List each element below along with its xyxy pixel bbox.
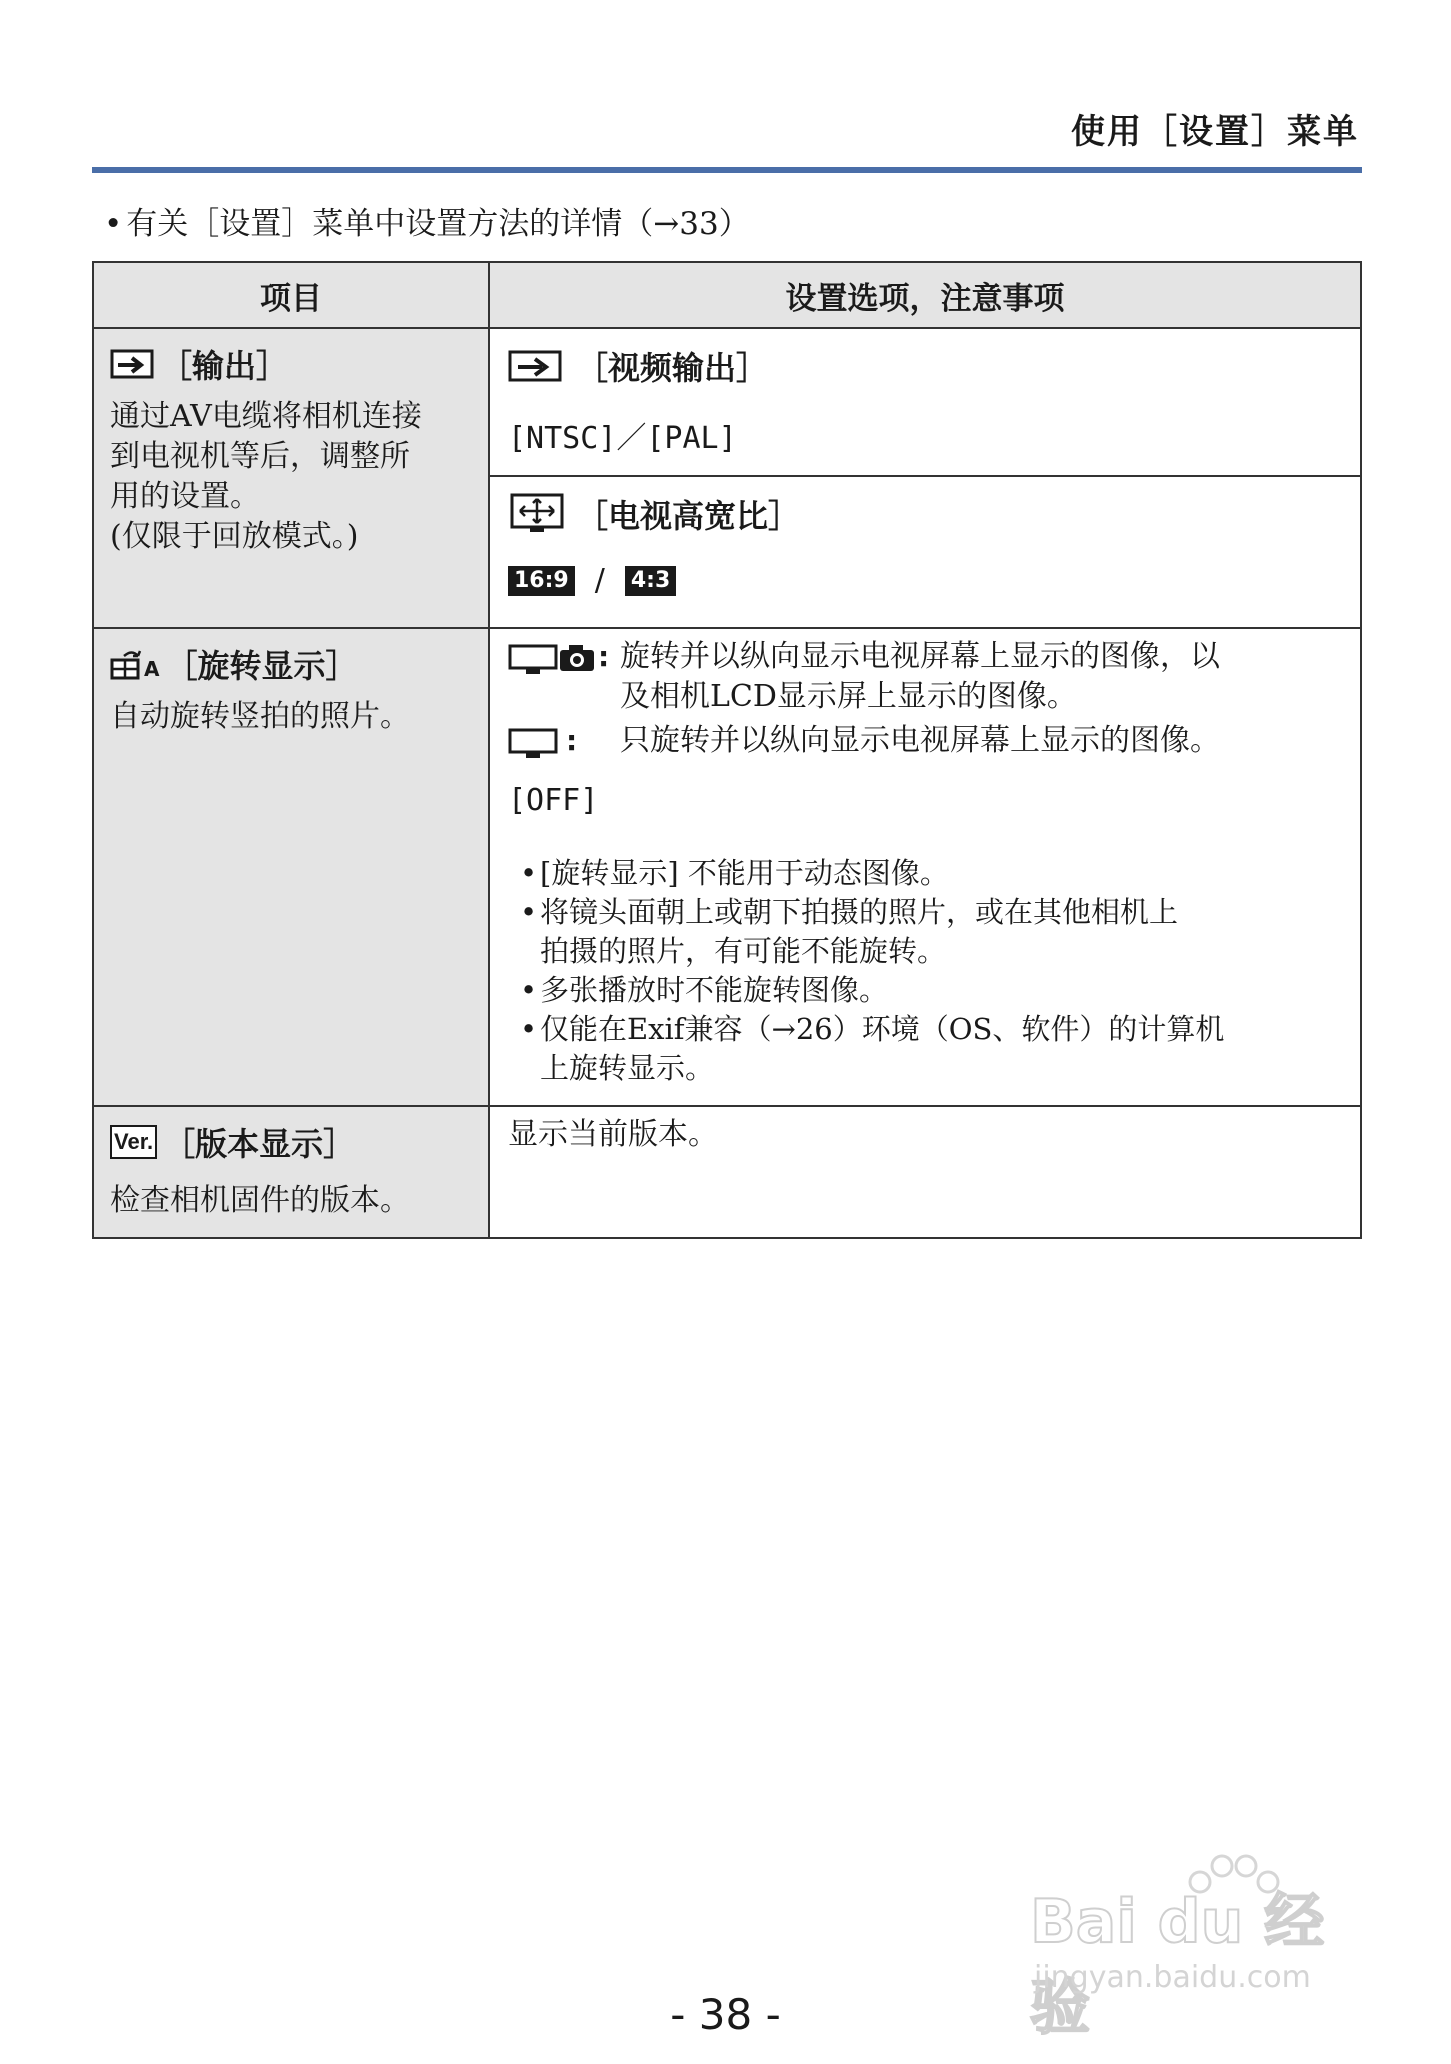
output-desc-line: 用的设置。 [110, 479, 260, 514]
note-item [520, 893, 1348, 971]
output-desc-line: (仅限于回放模式。) [110, 519, 359, 554]
option-text-line: 及相机LCD显示屏上显示的图像。 [620, 679, 1077, 714]
version-item-cell [93, 1106, 489, 1238]
version-description: 检查相机固件的版本。 [110, 1183, 410, 1218]
note-item [520, 854, 1348, 893]
output-desc-line: 通过AV电缆将相机连接 [110, 399, 422, 434]
settings-table [92, 261, 1362, 1239]
tv-aspect-title: ［电视高宽比］ [576, 497, 801, 535]
tv-icon [508, 727, 558, 761]
note-line: 仅能在Exif兼容（→26）环境（OS、软件）的计算机 [540, 1012, 1225, 1046]
rotate-item-cell [93, 628, 489, 1106]
output-description [94, 387, 488, 557]
note-bullet: • [520, 973, 538, 1007]
note-item [520, 1010, 1348, 1088]
table-row-rotate [93, 628, 1361, 1106]
note-line: 拍摄的照片，有可能不能旋转。 [540, 934, 947, 968]
intro-note [104, 198, 750, 243]
rotate-option-tv-text: 只旋转并以纵向显示电视屏幕上显示的图像。 [620, 723, 1220, 758]
table-header-row [93, 262, 1361, 328]
rotate-notes [490, 818, 1360, 1102]
note-line: 多张播放时不能旋转图像。 [540, 973, 889, 1007]
intro-bullet: • [104, 206, 123, 242]
baidu-watermark [1020, 1852, 1360, 2043]
tv-aspect-cell [489, 476, 1361, 628]
note-line: 将镜头面朝上或朝下拍摄的照片，或在其他相机上 [540, 895, 1179, 929]
camera-icon [558, 643, 596, 673]
rotate-option-icons [508, 721, 620, 761]
rotate-description: 自动旋转竖拍的照片。 [110, 699, 410, 734]
version-option-cell [489, 1106, 1361, 1238]
tv-icon [508, 643, 558, 677]
tv-aspect-options [490, 539, 1360, 612]
ratio-separator: / [594, 563, 605, 598]
version-title-text: ［版本显示］ [163, 1125, 356, 1163]
rotate-option-icons [508, 637, 620, 717]
note-bullet: • [520, 895, 538, 929]
page-number: - 38 - [670, 1990, 781, 2039]
note-line: 上旋转显示。 [540, 1051, 715, 1085]
video-out-arrow-icon [508, 350, 562, 382]
rotate-icon-letter: A [144, 657, 160, 681]
output-item-title [94, 329, 488, 387]
output-desc-line: 到电视机等后，调整所 [110, 439, 410, 474]
note-line: [旋转显示] 不能用于动态图像。 [540, 856, 949, 890]
option-colon: : [598, 640, 610, 673]
rotate-option-tv-camera [490, 629, 1360, 717]
page-header-title: 使用［设置］菜单 [1071, 112, 1359, 152]
version-option-text: 显示当前版本。 [508, 1117, 718, 1152]
rotate-option-tv-camera-text [620, 637, 1220, 717]
tv-aspect-heading [490, 477, 1360, 539]
option-text-line: 旋转并以纵向显示电视屏幕上显示的图像，以 [620, 639, 1220, 674]
note-item [520, 971, 1348, 1010]
watermark-url: jingyan.baidu.com [1034, 1960, 1311, 1995]
rotate-title-text: ［旋转显示］ [165, 647, 358, 685]
video-out-heading [490, 329, 1360, 391]
note-bullet: • [520, 856, 538, 890]
output-item-cell [93, 328, 489, 628]
table-row-output [93, 328, 1361, 476]
rotate-option-tv [490, 717, 1360, 761]
output-title-text: ［输出］ [160, 347, 289, 385]
option-colon: : [566, 724, 578, 757]
col-header-options: 设置选项，注意事项 [489, 262, 1361, 328]
ratio-4-3-badge: 4:3 [625, 566, 676, 596]
output-arrow-icon [110, 349, 154, 379]
video-out-values: [NTSC]／[PAL] [508, 421, 737, 456]
rotate-option-off: [OFF] [508, 783, 599, 818]
version-icon: Ver. [110, 1125, 157, 1159]
intro-text: 有关［设置］菜单中设置方法的详情（→33） [126, 206, 750, 242]
col-header-item: 项目 [93, 262, 489, 328]
rotate-display-icon [110, 648, 144, 680]
ratio-16-9-badge: 16:9 [508, 566, 575, 596]
video-out-cell [489, 328, 1361, 476]
header-rule [92, 167, 1362, 173]
tv-aspect-icon [508, 492, 566, 536]
rotate-item-title [94, 629, 488, 687]
note-bullet: • [520, 1012, 538, 1046]
watermark-brand: Bai du 经验 [1030, 1887, 1325, 2043]
table-row-version [93, 1106, 1361, 1238]
video-out-title: ［视频输出］ [576, 349, 769, 387]
rotate-options-cell [489, 628, 1361, 1106]
version-item-title [94, 1107, 488, 1165]
